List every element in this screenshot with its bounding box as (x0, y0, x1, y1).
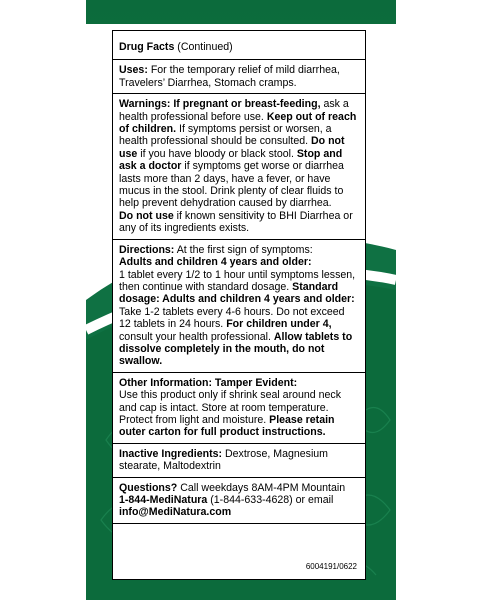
drug-facts-title: Drug Facts (119, 41, 175, 53)
drug-facts-header (113, 31, 365, 60)
warnings-text-5: if known sensitivity to BHI Diarrhea or any of its ingredients exists. (119, 209, 353, 235)
directions-dissolve: Allow tablets to dissolve completely in the mouth, do not swallow. (119, 330, 353, 368)
warnings-text-1: ask a health professional before use. (119, 98, 349, 123)
directions-text-4: consult your health professional. (119, 330, 274, 343)
directions-text-1: At the first sign of symptoms: (174, 243, 313, 256)
other-information-text: Use this product only if shrink seal around neck and cap is intact. Store at room temperature. Protect from light and moisture. (119, 389, 341, 426)
warnings-stop-ask: Stop and ask a doctor (119, 147, 343, 173)
questions-email: info@MediNatura.com (119, 506, 232, 519)
inactive-ingredients-section (113, 444, 365, 478)
carton-bottom-band (86, 578, 396, 600)
directions-section (113, 240, 365, 373)
product-carton (86, 0, 396, 600)
directions-adults: Adults and children 4 years and older: (119, 256, 312, 269)
uses-text: For the temporary relief of mild diarrhea, Travelers’ Diarrhea, Stomach cramps. (119, 64, 340, 89)
uses-label: Uses: (119, 64, 148, 77)
directions-standard-dosage: Standard dosage: Adults and children 4 years and older: (119, 280, 355, 306)
directions-children-under-4: For children under 4, (226, 318, 332, 331)
warnings-text-2: If symptoms persist or worsen, a health professional should be consulted. (119, 123, 332, 148)
inactive-ingredients-text: Dextrose, Magnesium stearate, Maltodextrin (119, 447, 329, 473)
questions-label: Questions? (119, 481, 178, 494)
questions-phone: 1-844-MediNatura (119, 494, 208, 506)
other-information-label: Other Information: Tamper Evident: (119, 376, 298, 389)
warnings-label: Warnings: (119, 98, 171, 111)
warnings-pregnant: If pregnant or breast-feeding, (173, 98, 321, 111)
questions-text-1: Call weekdays 8AM-4PM Mountain (177, 481, 346, 494)
inactive-ingredients-label: Inactive Ingredients: (119, 447, 223, 460)
directions-text-3: Take 1-2 tablets every 4-6 hours. Do not exceed 12 tablets in 24 hours. (119, 305, 345, 331)
drug-facts-panel (112, 30, 366, 580)
questions-section (113, 478, 365, 524)
warnings-do-not-use: Do not use (119, 135, 345, 160)
drug-facts-subtitle: (Continued) (177, 41, 233, 53)
warnings-text-4: if symptoms get worse or diarrhea lasts more than 2 days, have a fever, or have mucus in the stool. Drink plenty of clear fluids to help prevent dehydration caused by diarrhea. (119, 160, 344, 210)
questions-text-2: (1-844-633-4628) or email (207, 494, 334, 506)
other-information-retain: Please retain outer carton for full product instructions. (119, 413, 335, 439)
warnings-text-3: if you have bloody or black stool. (137, 147, 297, 160)
directions-text-2: 1 tablet every 1/2 to 1 hour until symptoms lessen, then continue with standard dosage. (119, 268, 356, 293)
uses-section (113, 60, 365, 94)
warnings-section (113, 94, 365, 239)
other-information-section (113, 373, 365, 444)
warnings-do-not-use-2: Do not use (119, 209, 174, 222)
directions-label: Directions: (119, 243, 175, 256)
warnings-keep-out: Keep out of reach of children. (119, 110, 357, 136)
lot-code: 6004191/0622 (305, 561, 357, 571)
